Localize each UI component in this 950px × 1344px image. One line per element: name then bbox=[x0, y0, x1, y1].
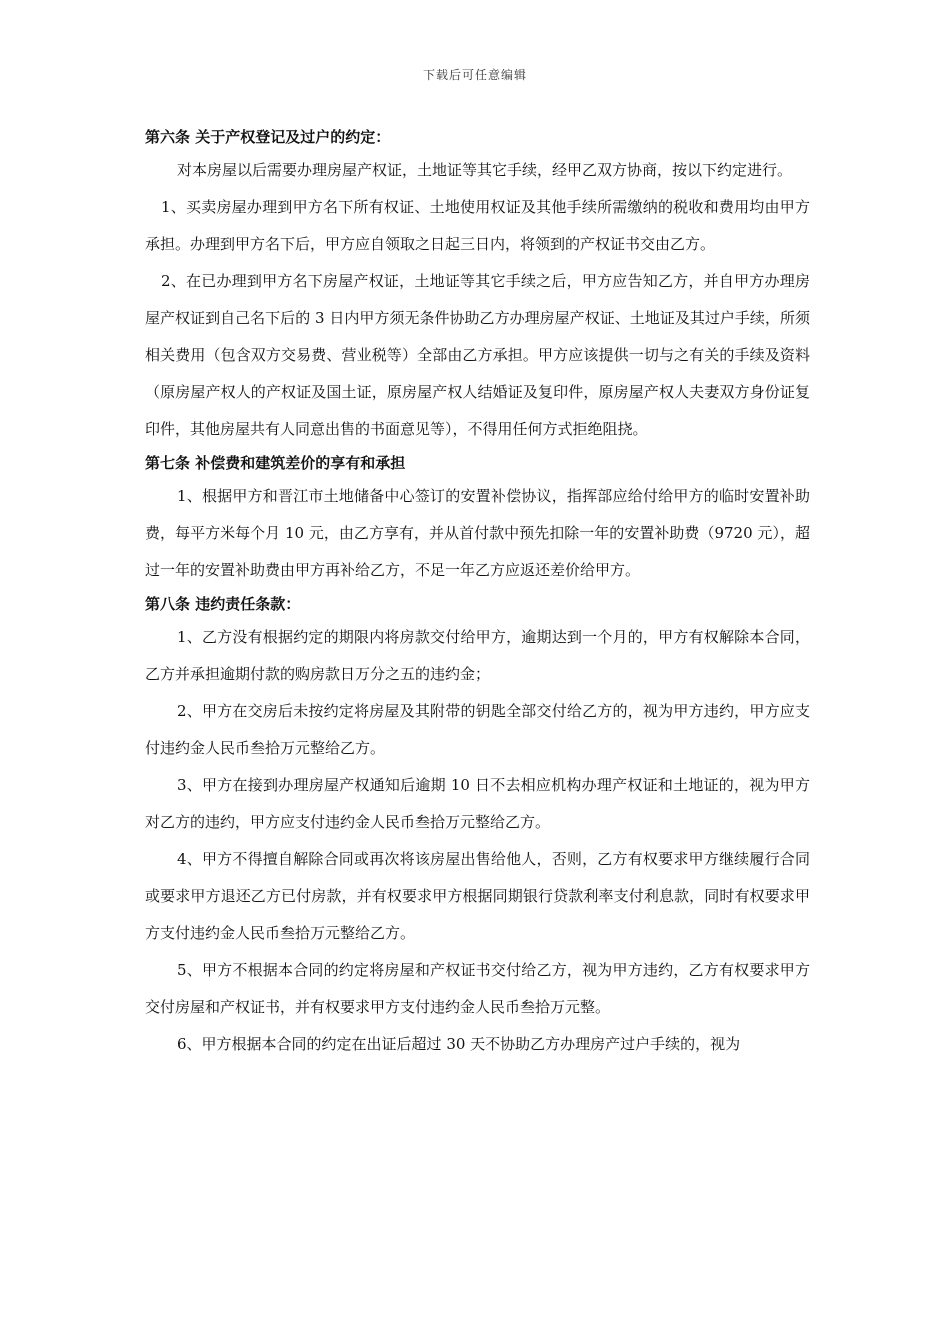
document-body bbox=[145, 122, 810, 1063]
paragraph: 1、买卖房屋办理到甲方名下所有权证、土地使用权证及其他手续所需缴纳的税收和费用均由甲方承担。办理到甲方名下后，甲方应自领取之日起三日内，将领到的产权证书交由乙方。 bbox=[145, 198, 810, 253]
paragraph: 6、甲方根据本合同的约定在出证后超过 30 天不协助乙方办理房产过户手续的，视为 bbox=[177, 1035, 741, 1053]
paragraph: 1、根据甲方和晋江市土地储备中心签订的安置补偿协议，指挥部应给付给甲方的临时安置补助费，每平方米每个月 10 元，由乙方享有，并从首付款中预先扣除一年的安置补助费（9720 元），超过一年的安置补助费由甲方再补给乙方，不足一年乙方应返还差价给甲方。 bbox=[145, 487, 810, 579]
paragraph: 3、甲方在接到办理房屋产权通知后逾期 10 日不去相应机构办理产权证和土地证的，视为甲方对乙方的违约，甲方应支付违约金人民币叁拾万元整给乙方。 bbox=[145, 776, 810, 831]
paragraph: 2、甲方在交房后未按约定将房屋及其附带的钥匙全部交付给乙方的，视为甲方违约，甲方应支付违约金人民币叁拾万元整给乙方。 bbox=[145, 702, 810, 757]
paragraph: 5、甲方不根据本合同的约定将房屋和产权证书交付给乙方，视为甲方违约，乙方有权要求甲方交付房屋和产权证书，并有权要求甲方支付违约金人民币叁拾万元整。 bbox=[145, 961, 810, 1016]
paragraph: 4、甲方不得擅自解除合同或再次将该房屋出售给他人，否则，乙方有权要求甲方继续履行合同或要求甲方退还乙方已付房款，并有权要求甲方根据同期银行贷款利率支付利息款，同时有权要求甲方支付违约金人民币叁拾万元整给乙方。 bbox=[145, 850, 810, 942]
header-note: 下载后可任意编辑 bbox=[422, 68, 527, 82]
section-heading: 第八条 违约责任条款： bbox=[145, 595, 301, 613]
section-heading: 第六条 关于产权登记及过户的约定： bbox=[145, 128, 391, 146]
paragraph: 对本房屋以后需要办理房屋产权证，土地证等其它手续，经甲乙双方协商，按以下约定进行。 bbox=[177, 161, 793, 179]
paragraph: 2、在已办理到甲方名下房屋产权证，土地证等其它手续之后，甲方应告知乙方，并自甲方办理房屋产权证到自己名下后的 3 日内甲方须无条件协助乙方办理房屋产权证、土地证及其过户手续，所须相关费用（包含双方交易费、营业税等）全部由乙方承担。甲方应该提供一切与之有关的手续及资料（原房屋产权人的产权证及国土证，原房屋产权人结婚证及复印件，原房屋产权人夫妻双方身份证复印件，其他房屋共有人同意出售的书面意见等），不得用任何方式拒绝阻挠。 bbox=[145, 272, 810, 438]
section-heading: 第七条 补偿费和建筑差价的享有和承担 bbox=[145, 454, 406, 472]
paragraph: 1、乙方没有根据约定的期限内将房款交付给甲方，逾期达到一个月的，甲方有权解除本合同，乙方并承担逾期付款的购房款日万分之五的违约金； bbox=[145, 628, 810, 683]
